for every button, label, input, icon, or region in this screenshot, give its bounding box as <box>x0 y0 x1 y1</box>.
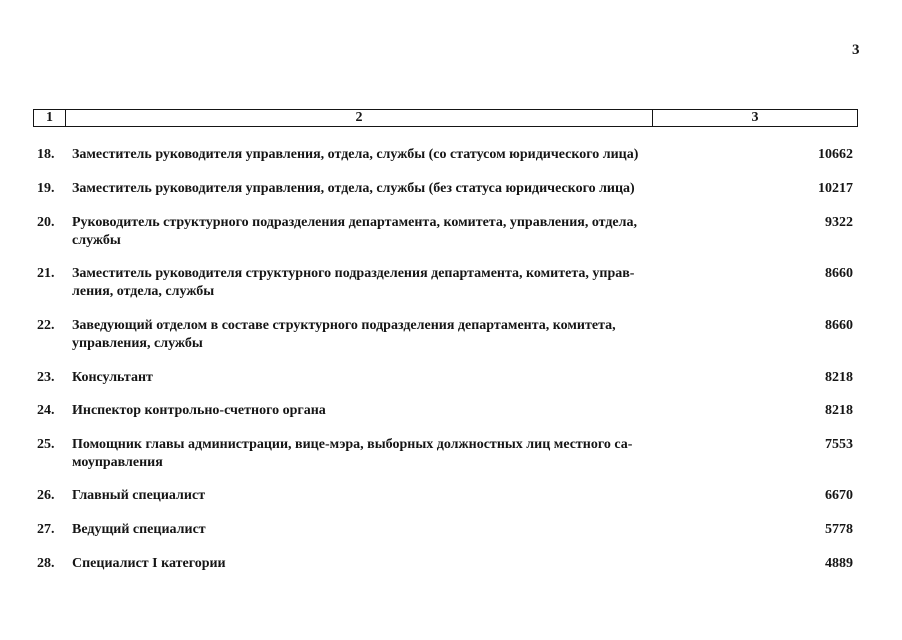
row-number: 21. <box>37 266 55 281</box>
salary-value: 8660 <box>825 318 853 333</box>
column-header-2: 2 <box>66 110 653 126</box>
position-title: Главный специалист <box>72 488 206 503</box>
salary-value: 4889 <box>825 556 853 571</box>
row-number: 25. <box>37 437 55 452</box>
salary-value: 8218 <box>825 403 853 418</box>
column-header-3: 3 <box>751 110 759 125</box>
position-title: Заместитель руководителя управления, отдела, службы (без статуса юридического лица) <box>72 181 635 196</box>
row-number: 24. <box>37 403 55 418</box>
salary-value: 7553 <box>825 437 853 452</box>
salary-value: 10217 <box>818 181 853 196</box>
position-title: Руководитель структурного подразделения департамента, комитета, управления, отдела, службы <box>72 215 637 248</box>
row-number: 27. <box>37 522 55 537</box>
position-title: Заместитель руководителя структурного подразделения департамента, комитета, управ-ления, отдела, службы <box>72 266 635 299</box>
position-title: Заведующий отделом в составе структурного подразделения департамента, комитета, управления, службы <box>72 318 616 351</box>
row-number: 26. <box>37 488 55 503</box>
row-number: 23. <box>37 370 55 385</box>
salary-value: 9322 <box>825 215 853 230</box>
salary-value: 8660 <box>825 266 853 281</box>
salary-value: 5778 <box>825 522 853 537</box>
page-number: 3 <box>852 42 860 58</box>
salary-value: 6670 <box>825 488 853 503</box>
salary-value: 8218 <box>825 370 853 385</box>
salary-value: 10662 <box>818 147 853 162</box>
row-number: 19. <box>37 181 55 196</box>
row-number: 20. <box>37 215 55 230</box>
column-header-1: 1 <box>34 110 66 126</box>
position-title: Консультант <box>72 370 153 385</box>
position-title: Инспектор контрольно-счетного органа <box>72 403 326 418</box>
position-title: Заместитель руководителя управления, отдела, службы (со статусом юридического лица) <box>72 147 639 162</box>
position-title: Ведущий специалист <box>72 522 206 537</box>
position-title: Помощник главы администрации, вице-мэра, выборных должностных лиц местного са-моуправления <box>72 437 633 470</box>
row-number: 28. <box>37 556 55 571</box>
row-number: 18. <box>37 147 55 162</box>
position-title: Специалист I категории <box>72 556 226 571</box>
row-number: 22. <box>37 318 55 333</box>
